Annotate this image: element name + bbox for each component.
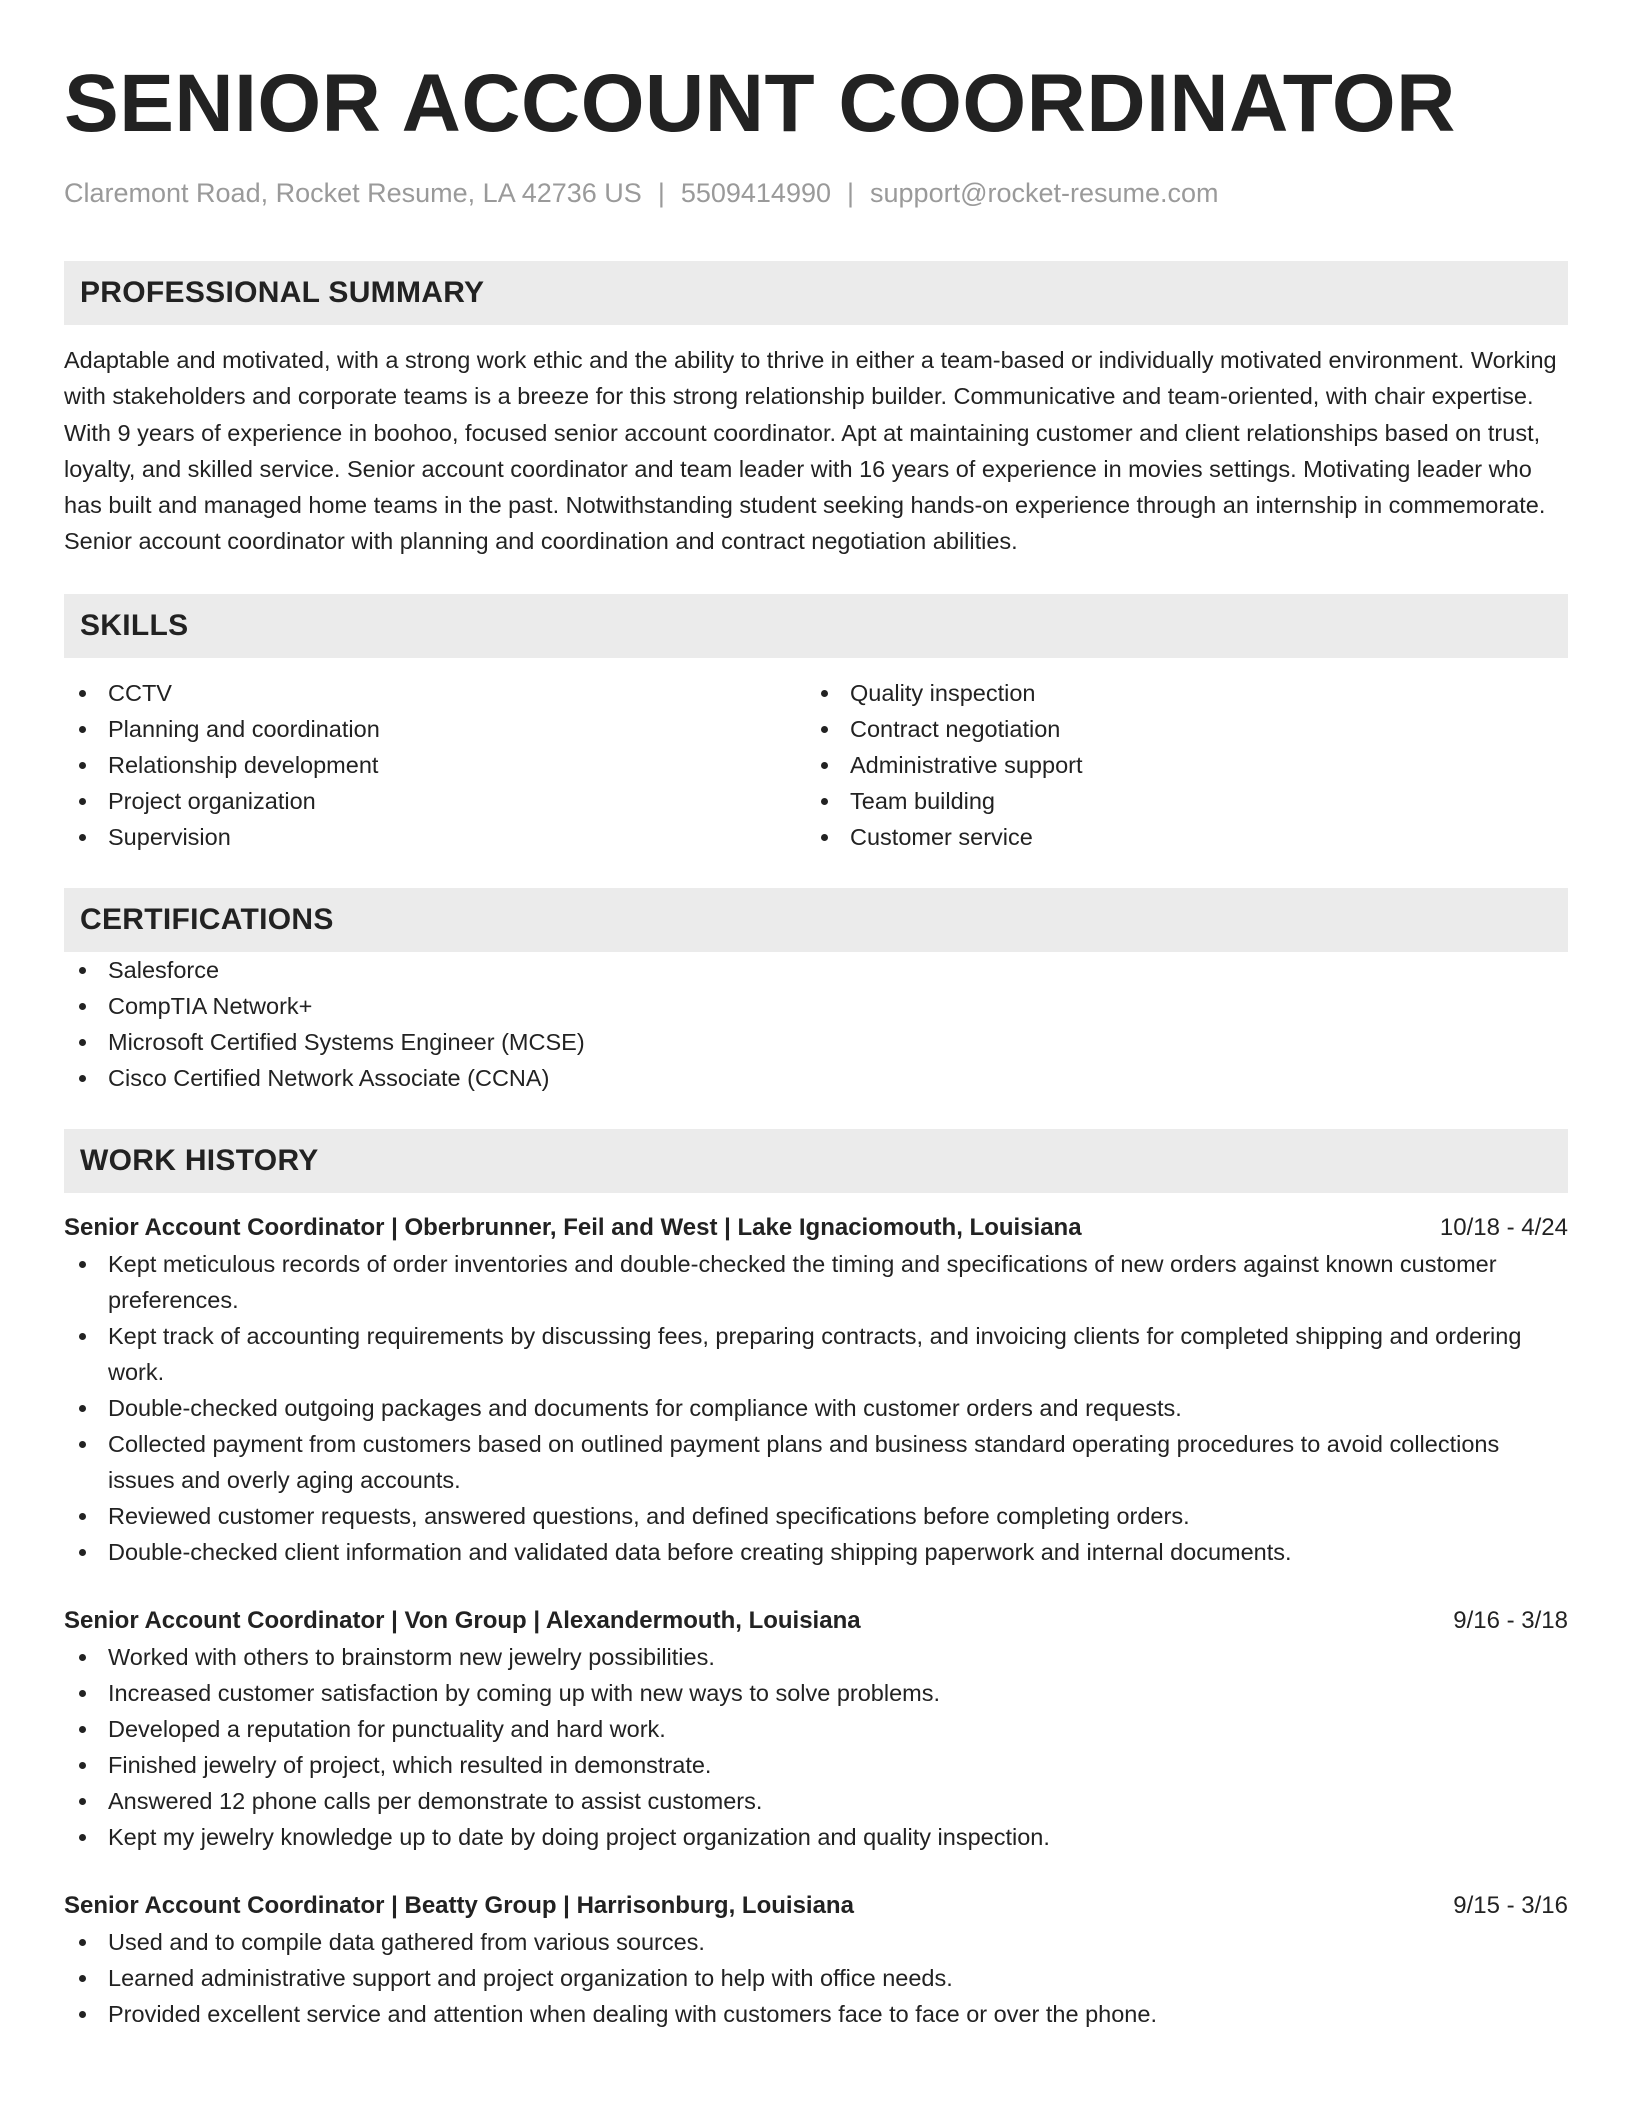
job-bullet: Kept track of accounting requirements by discussing fees, preparing contracts, and invoicing clients for completed shipping and ordering work. (64, 1318, 1568, 1390)
contact-line (64, 176, 1568, 210)
job-dates: 10/18 - 4/24 (1439, 1213, 1568, 1241)
section-header-work-history: WORK HISTORY (64, 1129, 1568, 1193)
job-heading: Senior Account Coordinator | Von Group | Alexandermouth, Louisiana (64, 1606, 861, 1634)
job-dates: 9/16 - 3/18 (1453, 1606, 1568, 1634)
job-entry (64, 1603, 1568, 1855)
section-header-summary: PROFESSIONAL SUMMARY (64, 261, 1568, 325)
certification-item: Microsoft Certified Systems Engineer (MCSE) (64, 1024, 1568, 1060)
job-header (64, 1210, 1568, 1246)
skill-item: Customer service (806, 819, 1548, 855)
job-bullet-list (64, 1639, 1568, 1855)
job-bullet: Double-checked outgoing packages and documents for compliance with customer orders and requests. (64, 1390, 1568, 1426)
skill-item: Relationship development (64, 747, 806, 783)
job-bullet: Reviewed customer requests, answered questions, and defined specifications before completing orders. (64, 1498, 1568, 1534)
contact-separator: | (847, 178, 855, 208)
certification-item: Cisco Certified Network Associate (CCNA) (64, 1060, 1568, 1096)
skill-item: Contract negotiation (806, 711, 1548, 747)
contact-separator: | (657, 178, 665, 208)
skill-item: Supervision (64, 819, 806, 855)
certification-item: CompTIA Network+ (64, 988, 1568, 1024)
skill-item: Planning and coordination (64, 711, 806, 747)
skill-item: CCTV (64, 675, 806, 711)
resume-page (64, 0, 1568, 2032)
skill-item: Quality inspection (806, 675, 1548, 711)
job-bullet: Kept my jewelry knowledge up to date by doing project organization and quality inspection. (64, 1819, 1568, 1855)
job-bullet: Answered 12 phone calls per demonstrate to assist customers. (64, 1783, 1568, 1819)
job-bullet: Learned administrative support and project organization to help with office needs. (64, 1960, 1568, 1996)
contact-address: Claremont Road, Rocket Resume, LA 42736 US (64, 178, 642, 208)
resume-name: SENIOR ACCOUNT COORDINATOR (64, 58, 1456, 149)
skills-column-left (64, 675, 806, 855)
job-bullet: Worked with others to brainstorm new jewelry possibilities. (64, 1639, 1568, 1675)
job-heading: Senior Account Coordinator | Beatty Group | Harrisonburg, Louisiana (64, 1891, 854, 1919)
job-bullet: Double-checked client information and validated data before creating shipping paperwork and internal documents. (64, 1534, 1568, 1570)
section-header-skills: SKILLS (64, 594, 1568, 658)
job-dates: 9/15 - 3/16 (1453, 1891, 1568, 1919)
skill-item: Administrative support (806, 747, 1548, 783)
job-bullet: Collected payment from customers based on outlined payment plans and business standard operating procedures to avoid collections issues and overly aging accounts. (64, 1426, 1568, 1498)
skill-item: Project organization (64, 783, 806, 819)
skill-item: Team building (806, 783, 1548, 819)
certifications-list (64, 952, 1568, 1096)
job-bullet: Provided excellent service and attention when dealing with customers face to face or over the phone. (64, 1996, 1568, 2032)
contact-phone: 5509414990 (680, 178, 831, 208)
job-entry (64, 1888, 1568, 2032)
job-bullet: Finished jewelry of project, which resulted in demonstrate. (64, 1747, 1568, 1783)
job-bullet-list (64, 1924, 1568, 2032)
job-heading: Senior Account Coordinator | Oberbrunner, Feil and West | Lake Ignaciomouth, Louisiana (64, 1213, 1082, 1241)
job-header (64, 1603, 1568, 1639)
summary-text: Adaptable and motivated, with a strong work ethic and the ability to thrive in either a team-based or individually motivated environment. Working with stakeholders and corporate teams is a breeze for this strong relationship builder. Communicative and team-oriented, with chair expertise. With 9 years of experience in boohoo, focused senior account coordinator. Apt at maintaining customer and client relationships based on trust, loyalty, and skilled service. Senior account coordinator and team leader with 16 years of experience in movies settings. Motivating leader who has built and managed home teams in the past. Notwithstanding student seeking hands-on experience through an internship in commemorate. Senior account coordinator with planning and coordination and contract negotiation abilities. (64, 347, 1557, 555)
job-entry (64, 1210, 1568, 1570)
contact-email: support@rocket-resume.com (870, 178, 1219, 208)
job-header (64, 1888, 1568, 1924)
job-bullet: Kept meticulous records of order inventories and double-checked the timing and specifications of new orders against known customer preferences. (64, 1246, 1568, 1318)
job-bullet: Increased customer satisfaction by coming up with new ways to solve problems. (64, 1675, 1568, 1711)
job-bullet: Developed a reputation for punctuality and hard work. (64, 1711, 1568, 1747)
job-bullet-list (64, 1246, 1568, 1570)
section-header-certifications: CERTIFICATIONS (64, 888, 1568, 952)
certification-item: Salesforce (64, 952, 1568, 988)
skills-column-right (806, 675, 1548, 855)
job-bullet: Used and to compile data gathered from various sources. (64, 1924, 1568, 1960)
skills-grid (64, 675, 1568, 855)
